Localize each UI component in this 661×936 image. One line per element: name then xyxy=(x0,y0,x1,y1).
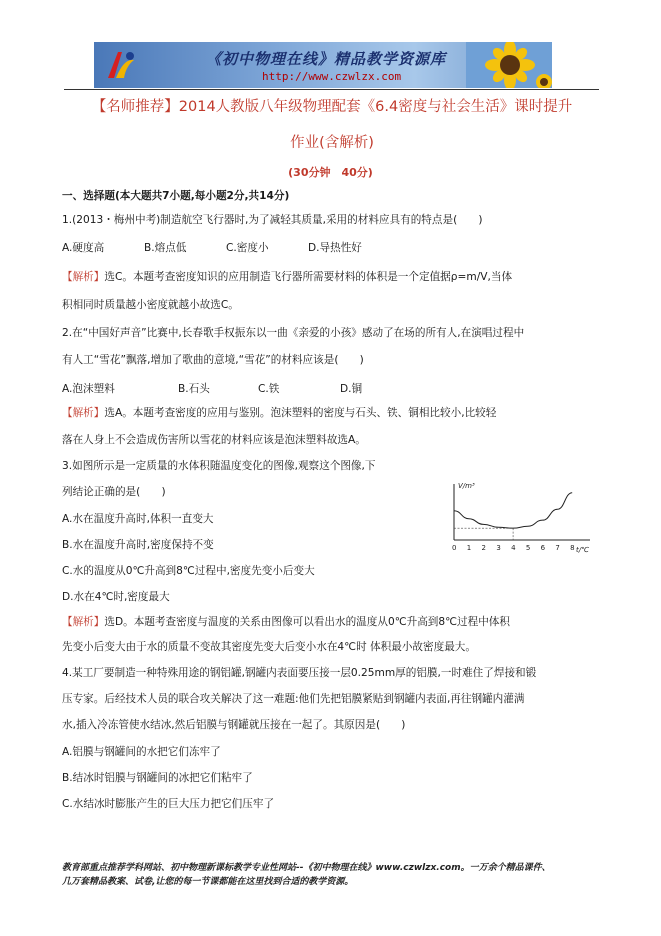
analysis-tag: 【解析】 xyxy=(62,271,105,283)
question-1-stem: 1.(2013・梅州中考)制造航空飞行器时,为了减轻其质量,采用的材料应具有的特点是( ) xyxy=(62,214,483,226)
q1-analysis-line2: 积相同时质量越小密度就越小故选C。 xyxy=(62,299,239,311)
question-4-stem-line3: 水,插入冷冻管使水结冰,然后铝膜与钢罐就压接在一起了。其原因是( ) xyxy=(62,719,406,731)
document-title-line1: 【名师推荐】2014人教版八年级物理配套《6.4密度与社会生活》课时提升 xyxy=(91,99,573,115)
q1-option-a: A.硬度高 xyxy=(62,242,105,254)
question-4-stem-line1: 4.某工厂要制造一种特殊用途的钢铝罐,钢罐内表面要压接一层0.25mm厚的铝膜,一时难住了焊接和锻 xyxy=(62,667,537,679)
q2-option-c: C.铁 xyxy=(258,383,280,395)
chart-x-tick-label: 5 xyxy=(525,544,531,552)
chart-x-tick-label: 8 xyxy=(570,544,575,552)
document-title-line2: 作业(含解析) xyxy=(290,135,374,151)
q3-option-b: B.水在温度升高时,密度保持不变 xyxy=(62,539,214,551)
q2-option-d: D.铜 xyxy=(340,383,363,395)
q1-analysis-line1: 【解析】选C。本题考查密度知识的应用制造飞行器所需要材料的体积是一个定值据ρ=m/V,当体 xyxy=(62,271,513,283)
q1-option-b: B.熔点低 xyxy=(144,242,187,254)
header-banner xyxy=(94,42,552,88)
question-2-stem-line2: 有人工“雪花”飘落,增加了歌曲的意境,“雪花”的材料应该是( ) xyxy=(62,354,364,366)
chart-x-tick-label: 6 xyxy=(540,544,546,552)
chart-x-tick-label: 4 xyxy=(511,544,516,552)
q4-option-a: A.铝膜与钢罐间的水把它们冻牢了 xyxy=(62,746,221,758)
q2-option-a: A.泡沫塑料 xyxy=(62,383,115,395)
chart-x-tick-label: 1 xyxy=(466,544,472,552)
chart-x-tick-label: 7 xyxy=(555,544,560,552)
header-divider xyxy=(64,89,599,90)
banner-url[interactable]: http://www.czwlzx.com xyxy=(262,70,402,83)
chart-ylabel: V/m³ xyxy=(458,482,475,490)
question-3-stem-line2: 列结论正确的是( ) xyxy=(62,486,166,498)
chart-x-tick-label: 3 xyxy=(496,544,501,552)
chart-xlabel: t/℃ xyxy=(576,546,589,554)
q2-analysis-line1: 【解析】选A。本题考查密度的应用与鉴别。泡沫塑料的密度与石头、铁、铜相比较小,比较轻 xyxy=(62,407,497,419)
q3-option-a: A.水在温度升高时,体积一直变大 xyxy=(62,513,214,525)
time-score: (30分钟 40分) xyxy=(288,166,373,179)
q2-option-b: B.石头 xyxy=(178,383,210,395)
sunflower-icon xyxy=(466,42,552,88)
chart-series-line xyxy=(454,493,572,528)
footer xyxy=(62,861,551,889)
chart-x-tick-label: 2 xyxy=(481,544,487,552)
q2-analysis-line2: 落在人身上不会造成伤害所以雪花的材料应该是泡沫塑料故选A。 xyxy=(62,434,366,446)
q3-analysis-line2: 先变小后变大由于水的质量不变故其密度先变大后变小水在4℃时 体积最小故密度最大。 xyxy=(62,641,476,653)
volume-temperature-chart xyxy=(446,482,598,554)
section-heading: 一、选择题(本大题共7小题,每小题2分,共14分) xyxy=(62,190,290,202)
footer-line1: 教育部重点推荐学科网站、初中物理新课标教学专业性网站--《初中物理在线》www.czwlzx.com。一万余个精品课件、 xyxy=(62,863,551,873)
banner-title: 《初中物理在线》精品教学资源库 xyxy=(206,50,447,68)
question-2-stem-line1: 2.在“中国好声音”比赛中,长春歌手权振东以一曲《亲爱的小孩》感动了在场的所有人,在演唱过程中 xyxy=(62,327,525,339)
logo-icon xyxy=(104,48,138,82)
q1-option-d: D.导热性好 xyxy=(308,242,362,254)
q1-option-c: C.密度小 xyxy=(226,242,269,254)
analysis-tag: 【解析】 xyxy=(62,407,105,419)
footer-line2: 几万套精品教案、试卷,让您的每一节课都能在这里找到合适的教学资源。 xyxy=(62,877,354,887)
q3-analysis-line1: 【解析】选D。本题考查密度与温度的关系由图像可以看出水的温度从0℃升高到8℃过程中体积 xyxy=(62,616,510,628)
q3-option-d: D.水在4℃时,密度最大 xyxy=(62,591,170,603)
q4-option-c: C.水结冰时膨胀产生的巨大压力把它们压牢了 xyxy=(62,798,275,810)
chart-x-tick-label: 0 xyxy=(452,544,457,552)
question-3-stem-line1: 3.如图所示是一定质量的水体积随温度变化的图像,观察这个图像,下 xyxy=(62,460,376,472)
q4-option-b: B.结冰时铝膜与钢罐间的冰把它们粘牢了 xyxy=(62,772,253,784)
analysis-tag: 【解析】 xyxy=(62,616,105,628)
question-4-stem-line2: 压专家。后经技术人员的联合攻关解决了这一难题:他们先把铝膜紧贴到钢罐内表面,再往钢罐内灌满 xyxy=(62,693,525,705)
q3-option-c: C.水的温度从0℃升高到8℃过程中,密度先变小后变大 xyxy=(62,565,315,577)
